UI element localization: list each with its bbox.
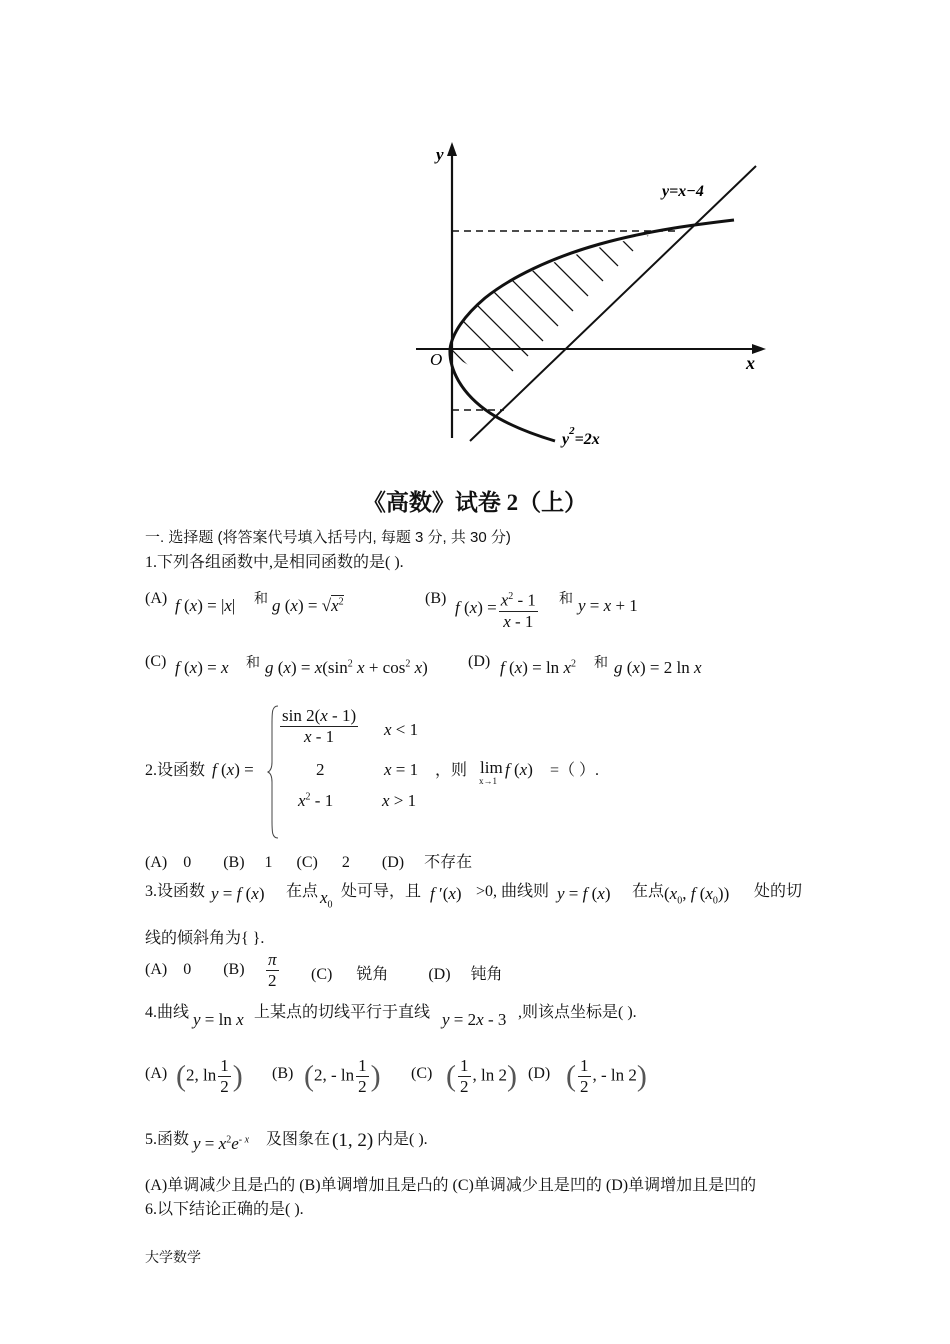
question-3-part1: 3.设函数 — [145, 883, 206, 900]
q3-func-2: y = f (x) — [557, 884, 611, 903]
q4-option-d: (D) — [528, 1065, 551, 1082]
question-3-part5: 在点 — [632, 883, 665, 900]
origin-label: O — [430, 350, 443, 369]
q4-curve: y = ln x — [193, 1010, 244, 1029]
q1-option-c-formula: f (x) = x — [175, 658, 229, 677]
q2-tail: =（ ）. — [550, 762, 600, 779]
x-axis-label: x — [746, 353, 755, 373]
q2-limit-sub: x→1 — [479, 776, 497, 786]
q1-and-b: 和 — [559, 592, 573, 607]
q4-option-a: (A) — [145, 1065, 168, 1082]
q2-case-2-cond: x = 1 — [384, 760, 419, 779]
question-3-part6: 处的切 — [754, 883, 803, 900]
q2-then: ，则 — [435, 762, 468, 779]
q1-option-c-formula-2: g $(x) = x(\sin^2$ $x + \cos^2 x$) — [265, 658, 428, 677]
q1-option-a-formula: f (x) = |x| — [175, 596, 236, 615]
question-4-part1: 4.曲线 — [145, 1004, 190, 1021]
q1-option-c: (C) — [145, 653, 167, 670]
parabola-curve — [450, 220, 734, 441]
page-title: 《高数》试卷 2（上） — [362, 490, 588, 515]
q4-option-b: (B) — [272, 1065, 294, 1082]
question-5-part3: 内是( ). — [377, 1131, 428, 1148]
q3-point: ($x_0$, f $(x_0)$) — [664, 884, 730, 907]
q2-case-1-expr: $\frac{\sin 2(x - 1)}{x - 1}$ — [282, 706, 357, 746]
q3-options-a-b: (A) 0 (B) — [145, 961, 245, 978]
line-curve — [470, 166, 756, 441]
q1-option-a: (A) — [145, 590, 168, 607]
q1-option-d-formula-2: g (x) = 2 ln x — [614, 658, 702, 677]
y-axis-label: y — [436, 145, 444, 164]
q1-and-d: 和 — [594, 656, 608, 671]
q1-option-b: (B) — [425, 590, 447, 607]
q2-limit: lim — [480, 758, 503, 777]
q5-options: (A)单调减少且是凸的 (B)单调增加且是凸的 (C)单调减少且是凹的 (D)单调增加且是凹的 — [145, 1177, 757, 1194]
q3-func: y = f (x) — [211, 884, 265, 903]
question-5-part1: 5.函数 — [145, 1131, 190, 1148]
question-3-part2: 在点 — [286, 883, 319, 900]
q3-x0: $x_0$ — [320, 888, 333, 911]
q2-function-lhs: f (x) = — [212, 760, 254, 779]
q3-option-b-pi: $\frac{\pi}{2}$ — [268, 950, 277, 990]
q4-option-c-formula: ( $\frac{1}{2}$ , ln 2) — [446, 1056, 517, 1096]
question-1-stem: 1.下列各组函数中,是相同函数的是( ). — [145, 554, 404, 571]
q5-func: $y = x^2e^{- x}$ — [193, 1134, 250, 1153]
q2-case-1-cond: x < 1 — [384, 720, 419, 739]
q1-option-a-formula-2: g $(x) = √x^2$ — [272, 596, 344, 615]
q1-option-b-formula: f (x) = $\frac{x^2 - 1}{x - 1}$ — [455, 587, 540, 632]
question-3-part3: 处可导，且 — [341, 883, 422, 900]
q2-options: (A) 0 (B) 1 (C) 2 (D) 不存在 — [145, 854, 473, 871]
q4-option-b-formula: (2, - ln $\frac{1}{2}$ ) — [304, 1056, 381, 1096]
q1-and-a: 和 — [254, 592, 268, 607]
q3-fprime: f ′(x) — [430, 884, 462, 903]
q4-option-c: (C) — [411, 1065, 433, 1082]
q2-case-3-cond: x > 1 — [382, 791, 417, 810]
q4-option-a-formula: (2, ln $\frac{1}{2}$ ) — [176, 1056, 243, 1096]
question-4-part2: 上某点的切线平行于直线 — [254, 1004, 431, 1021]
question-3-part4: >0, 曲线则 — [476, 883, 550, 900]
question-5-part2: 及图象在 — [266, 1131, 331, 1148]
line-label: y=x−4 — [662, 183, 704, 200]
q1-option-d: (D) — [468, 653, 491, 670]
question-3-line2: 线的倾斜角为{ }. — [145, 930, 265, 947]
q3-options-c-d: (C) 锐角 (D) 钝角 — [311, 966, 503, 983]
q2-limit-fx: f (x) — [505, 760, 533, 779]
page-footer: 大学数学 — [145, 1251, 201, 1266]
q1-option-d-formula: f $(x) = \ln x^2$ — [500, 658, 576, 677]
question-4-part3: ,则该点坐标是( ). — [518, 1004, 637, 1021]
question-6-stem: 6.以下结论正确的是( ). — [145, 1201, 304, 1218]
q4-option-d-formula: ( $\frac{1}{2}$ , - ln 2) — [566, 1056, 647, 1096]
q1-and-c: 和 — [246, 656, 260, 671]
q2-case-2-expr: 2 — [316, 760, 325, 779]
q4-line: y = 2x - 3 — [442, 1010, 507, 1029]
y-axis-arrow — [447, 142, 457, 156]
parabola-label: $y^2=2x$ — [562, 425, 600, 448]
question-2-stem: 2.设函数 — [145, 762, 206, 779]
q5-interval: (1, 2) — [332, 1130, 374, 1151]
section-heading: 一. 选择题 (将答案代号填入括号内, 每题 3 分, 共 30 分) — [145, 529, 511, 546]
region-figure — [400, 138, 780, 456]
q1-option-b-formula-2: y = x + 1 — [578, 596, 638, 615]
q2-case-3-expr: $x^2 - 1$ — [298, 791, 334, 810]
